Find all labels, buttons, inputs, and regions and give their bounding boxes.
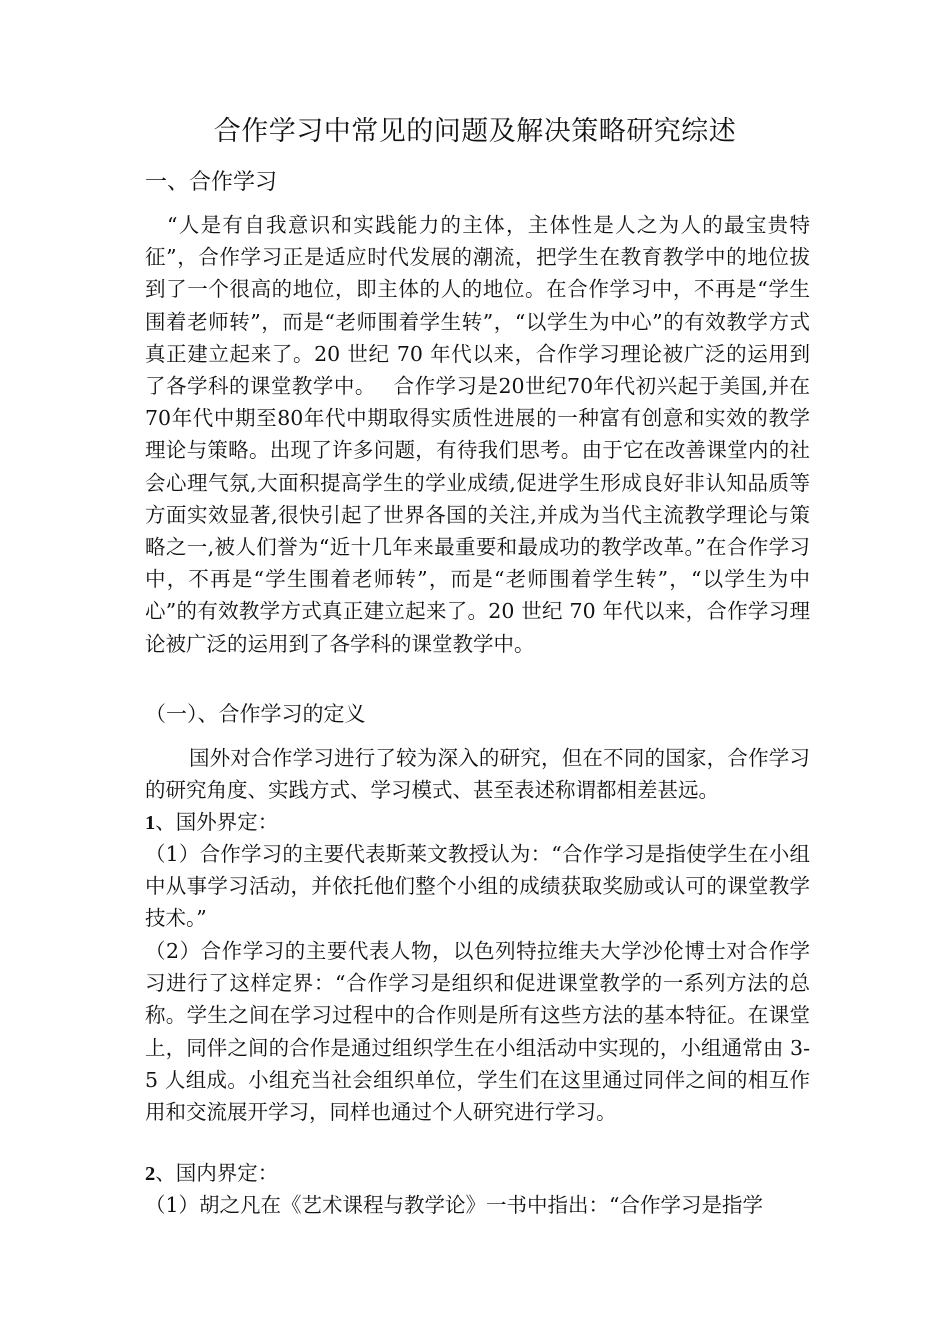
domestic-definition-number: 2 [145,1163,156,1185]
subsection-heading-definition: （一）、合作学习的定义 [145,702,366,726]
domestic-definition-item-1: （1）胡之凡在《艺术课程与教学论》一书中指出：“合作学习是指学 [145,1193,764,1217]
foreign-definition-item-1: （1）合作学习的主要代表斯莱文教授认为：“合作学习是指使学生在小组中从事学习活动，并依托他们整个小组的成绩获取奖励或认可的课堂教学技术。” [145,842,810,931]
section-heading-cooperative-learning: 一、合作学习 [145,170,278,195]
foreign-definition-item-2: （2）合作学习的主要代表人物，以色列特拉维夫大学沙伦博士对合作学习进行了这样定界：“合作学习是组织和促进课堂教学的一系列方法的总称。学生之间在学习过程中的合作则是所有这些方法的基本特征。在课堂上，同伴之间的合作是通过组织学生在小组活动中实现的，小组通常由 3-5 人组成。小组充当社会组织单位，学生们在这里通过同伴之间的相互作用和交流展开学习，同样也通过个人研究进行学习。 [145,939,810,1125]
foreign-definition-number: 1 [145,812,156,834]
domestic-definition-text: 、国内界定： [155,1161,279,1185]
foreign-definition-label [145,806,278,839]
domestic-definition-label [145,1157,278,1190]
foreign-definition-text: 、国外界定： [155,810,279,834]
subsection-paragraph-definition: 国外对合作学习进行了较为深入的研究，但在不同的国家，合作学习的研究角度、实践方式、学习模式、甚至表述称谓都相差甚远。 [145,746,810,803]
document-title: 合作学习中常见的问题及解决策略研究综述 [213,116,737,147]
section-paragraph-intro: “人是有自我意识和实践能力的主体，主体性是人之为人的最宝贵特征”，合作学习正是适应时代发展的潮流，把学生在教育教学中的地位拔到了一个很高的地位，即主体的人的地位。在合作学习中，不再是“学生围着老师转”，而是“老师围着学生转”，“以学生为中心”的有效教学方式真正建立起来了。20 世纪 70 年代以来，合作学习理论被广泛的运用到了各学科的课堂教学中。 合作学习是20世纪70年代初兴起于美国,并在70年代中期至80年代中期取得实质性进展的一种富有创意和实效的教学理论与策略。出现了许多问题，有待我们思考。由于它在改善课堂内的社会心理气氛,大面积提高学生的学业成绩,促进学生形成良好非认知品质等方面实效显著,很快引起了世界各国的关注,并成为当代主流教学理论与策略之一,被人们誉为“近十几年来最重要和最成功的教学改革。”在合作学习中，不再是“学生围着老师转”，而是“老师围着学生转”，“以学生为中心”的有效教学方式真正建立起来了。20 世纪 70 年代以来，合作学习理论被广泛的运用到了各学科的课堂教学中。 [145,213,810,656]
